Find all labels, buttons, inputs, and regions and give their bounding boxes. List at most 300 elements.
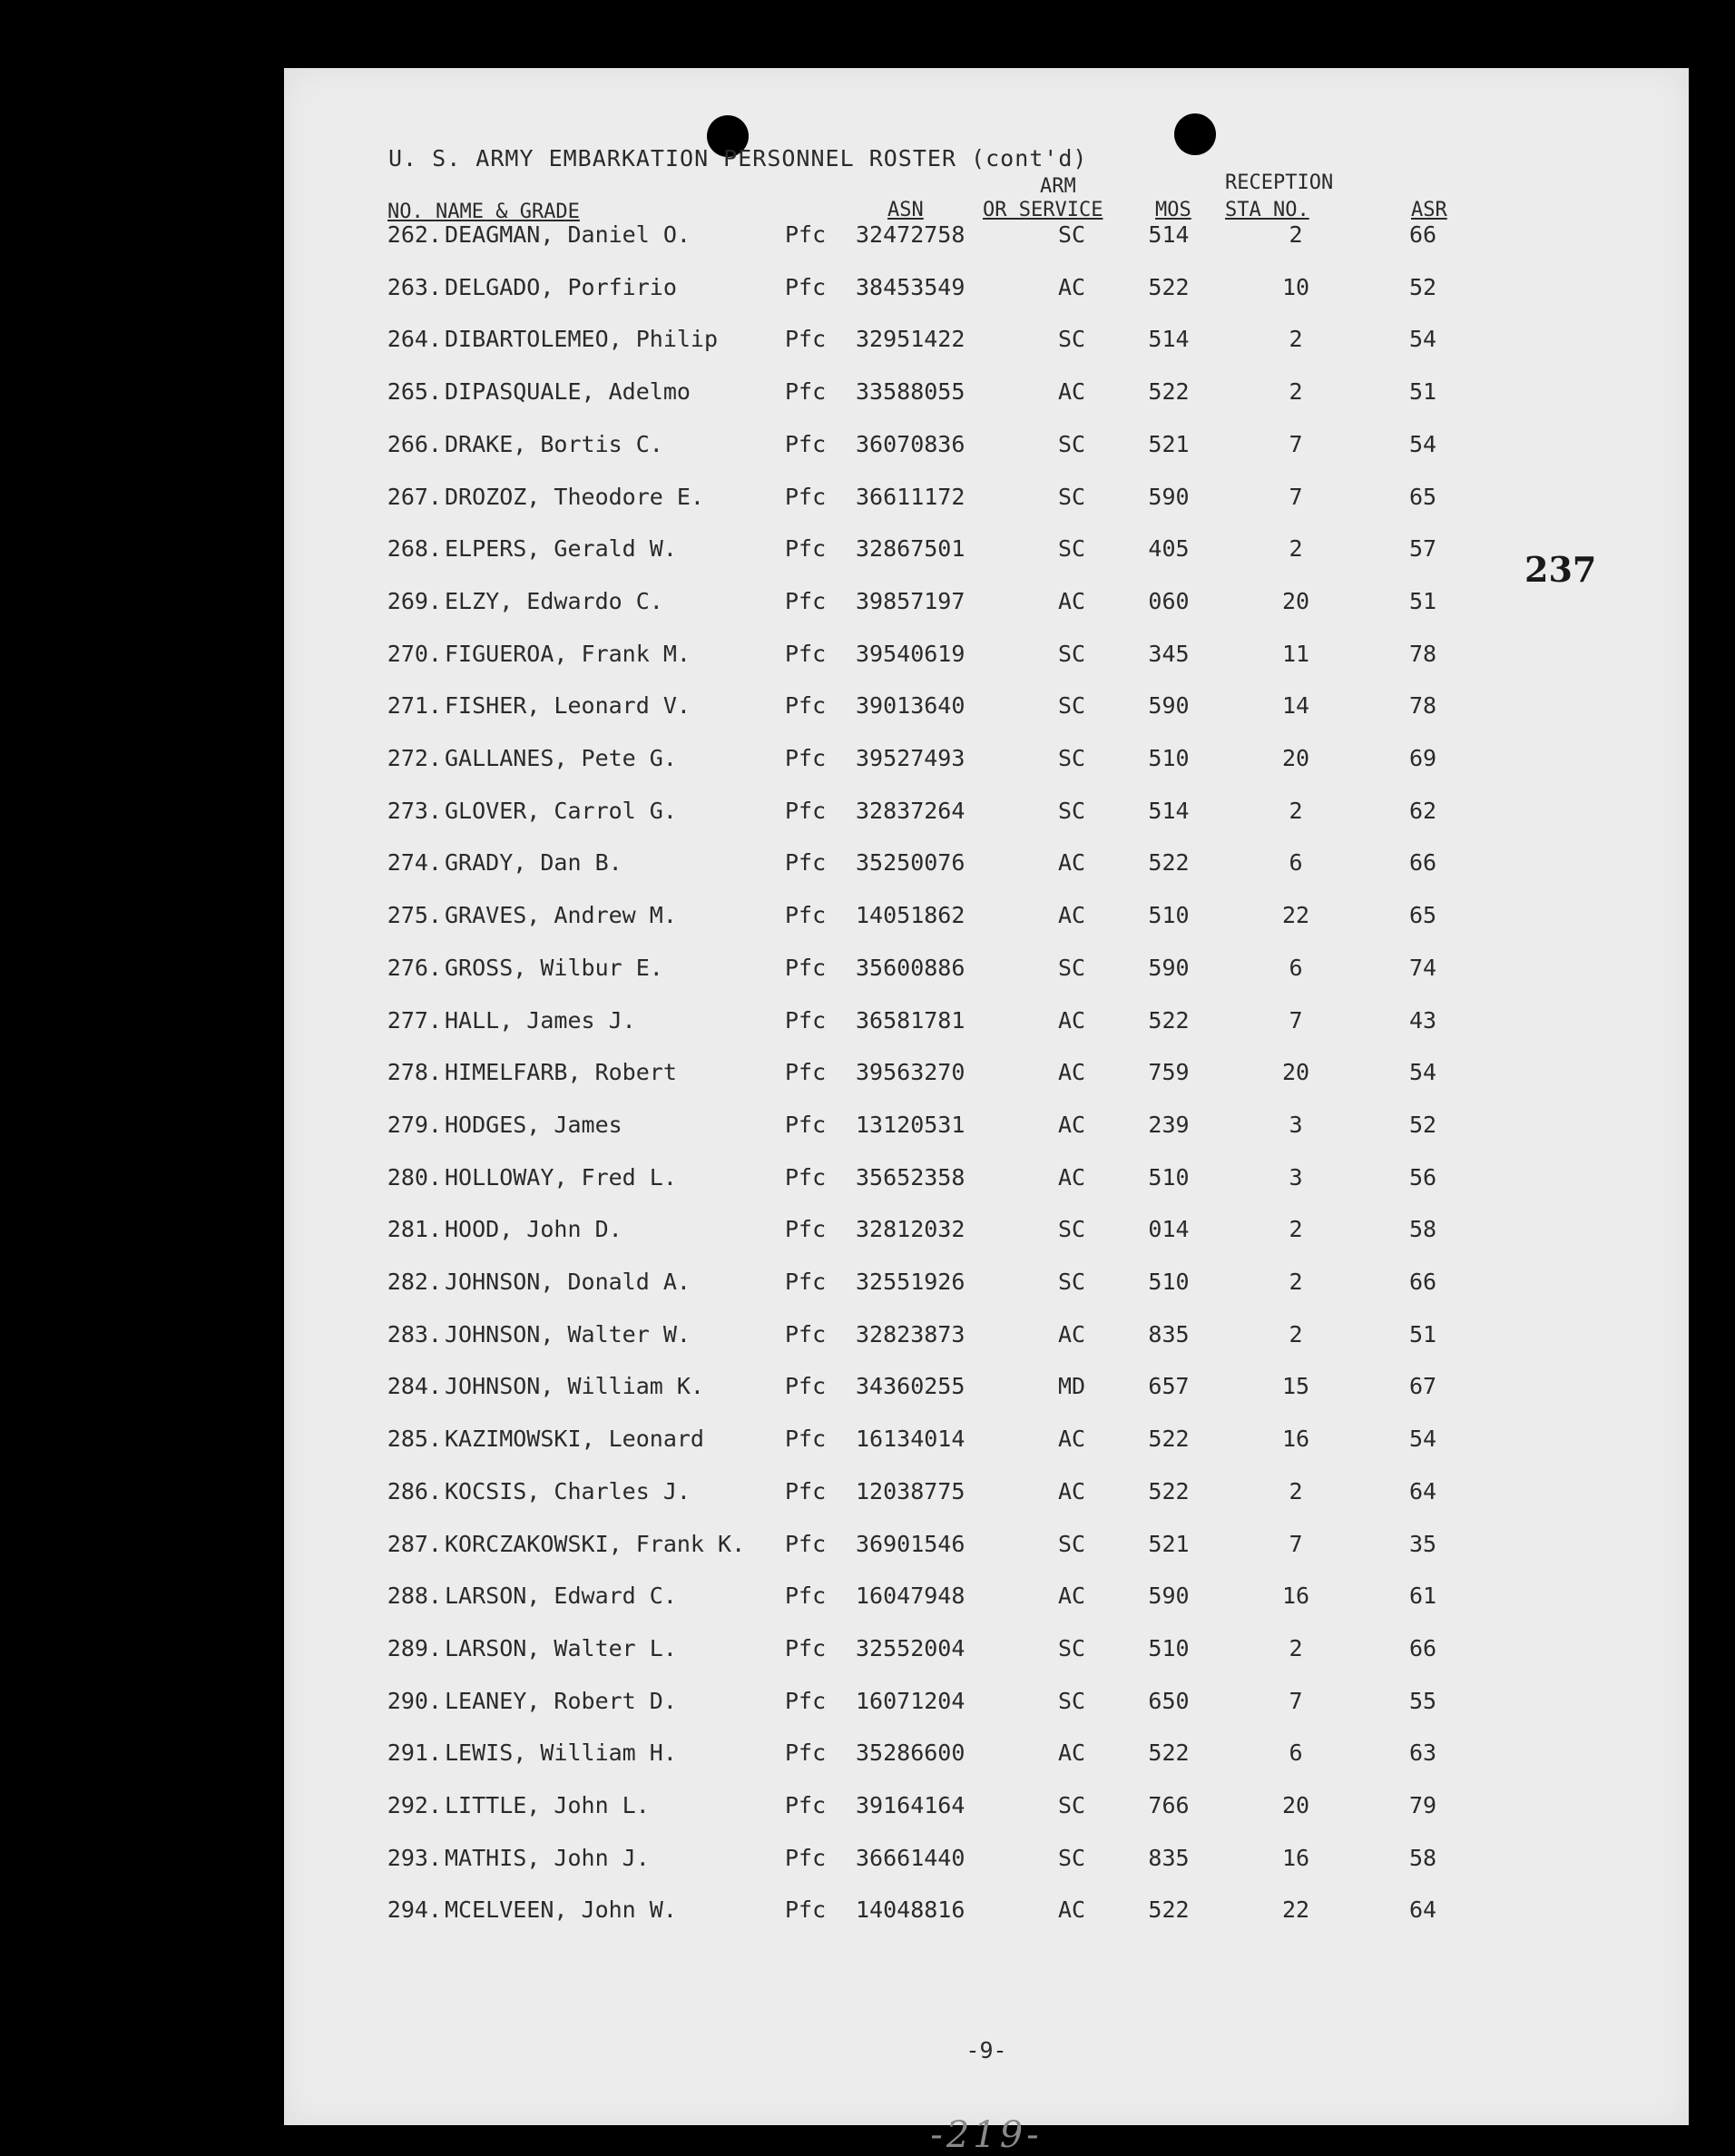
table-row [284, 1631, 1689, 1667]
row-asn: 38453549 [856, 273, 966, 300]
row-mos: 345 [1148, 640, 1190, 667]
table-row [284, 1160, 1689, 1196]
header-mos: MOS [1155, 199, 1191, 221]
row-mos: 522 [1148, 273, 1190, 300]
row-number: 285. [387, 1426, 442, 1453]
row-asr: 51 [1408, 1320, 1437, 1348]
row-asn: 13120531 [856, 1111, 966, 1138]
page-number: -9- [966, 2037, 1007, 2063]
row-mos: 835 [1148, 1320, 1190, 1348]
row-asr: 66 [1408, 1634, 1437, 1661]
row-asn: 32812032 [856, 1216, 966, 1243]
row-name: HIMELFARB, Robert [445, 1059, 677, 1086]
row-mos: 759 [1148, 1059, 1190, 1086]
row-number: 294. [387, 1896, 442, 1924]
row-mos: 521 [1148, 430, 1190, 457]
row-asr: 52 [1408, 273, 1437, 300]
row-mos: 514 [1148, 797, 1190, 824]
row-grade: Pfc [785, 1687, 827, 1714]
row-grade: Pfc [785, 1530, 827, 1557]
header-reception-bottom: STA NO. [1225, 199, 1309, 221]
row-asr: 67 [1408, 1373, 1437, 1400]
row-grade: Pfc [785, 1792, 827, 1818]
row-asn: 35600886 [856, 954, 966, 981]
row-reception-station: 6 [1289, 1740, 1303, 1767]
table-row [284, 583, 1689, 620]
row-mos: 014 [1148, 1216, 1190, 1243]
row-arm-service: SC [1057, 1530, 1086, 1557]
row-asr: 64 [1408, 1477, 1437, 1504]
punch-hole-right [1174, 113, 1216, 155]
row-asn: 39013640 [856, 692, 966, 720]
header-asn: ASN [887, 199, 924, 221]
row-number: 277. [387, 1006, 442, 1034]
row-asn: 16134014 [856, 1426, 966, 1453]
table-row [284, 1788, 1689, 1824]
row-asn: 32552004 [856, 1634, 966, 1661]
row-mos: 590 [1148, 692, 1190, 720]
roster-page [284, 68, 1689, 2156]
row-reception-station: 10 [1281, 273, 1310, 300]
row-asr: 51 [1408, 587, 1437, 614]
row-name: DRAKE, Bortis C. [445, 430, 663, 457]
row-number: 272. [387, 745, 442, 771]
row-arm-service: SC [1057, 692, 1086, 720]
table-row [284, 321, 1689, 358]
row-grade: Pfc [785, 640, 827, 667]
row-mos: 521 [1148, 1530, 1190, 1557]
table-row [284, 531, 1689, 567]
row-reception-station: 3 [1289, 1163, 1303, 1191]
row-asr: 58 [1408, 1844, 1437, 1871]
row-number: 270. [387, 640, 442, 667]
table-row [284, 1735, 1689, 1771]
row-number: 271. [387, 692, 442, 720]
row-number: 284. [387, 1373, 442, 1400]
row-number: 292. [387, 1792, 442, 1818]
row-reception-station: 20 [1281, 1792, 1310, 1818]
row-grade: Pfc [785, 326, 827, 353]
row-grade: Pfc [785, 273, 827, 300]
row-asr: 79 [1408, 1792, 1437, 1818]
row-mos: 657 [1148, 1373, 1190, 1400]
row-grade: Pfc [785, 430, 827, 457]
row-name: ELZY, Edwardo C. [445, 587, 663, 614]
row-asr: 74 [1408, 954, 1437, 981]
table-row [284, 740, 1689, 777]
row-arm-service: SC [1057, 745, 1086, 771]
row-arm-service: SC [1057, 326, 1086, 353]
row-name: KOCSIS, Charles J. [445, 1477, 691, 1504]
row-mos: 522 [1148, 378, 1190, 406]
row-arm-service: AC [1057, 1163, 1086, 1191]
row-asn: 14051862 [856, 902, 966, 929]
row-asr: 69 [1408, 745, 1437, 771]
row-grade: Pfc [785, 1740, 827, 1767]
row-mos: 522 [1148, 1477, 1190, 1504]
row-mos: 522 [1148, 1740, 1190, 1767]
row-arm-service: AC [1057, 1320, 1086, 1348]
row-reception-station: 7 [1289, 430, 1303, 457]
row-name: GALLANES, Pete G. [445, 745, 677, 771]
row-arm-service: SC [1057, 954, 1086, 981]
row-asn: 36901546 [856, 1530, 966, 1557]
row-arm-service: SC [1057, 1269, 1086, 1295]
row-reception-station: 3 [1289, 1111, 1303, 1138]
row-reception-station: 16 [1281, 1426, 1310, 1453]
row-arm-service: SC [1057, 1634, 1086, 1661]
row-reception-station: 15 [1281, 1373, 1310, 1400]
row-mos: 590 [1148, 954, 1190, 981]
row-asr: 55 [1408, 1687, 1437, 1714]
row-name: DROZOZ, Theodore E. [445, 483, 704, 510]
row-reception-station: 2 [1289, 1269, 1303, 1295]
row-asn: 32823873 [856, 1320, 966, 1348]
table-row [284, 688, 1689, 724]
row-reception-station: 16 [1281, 1844, 1310, 1871]
row-mos: 510 [1148, 1269, 1190, 1295]
row-grade: Pfc [785, 849, 827, 877]
document-title: U. S. ARMY EMBARKATION PERSONNEL ROSTER (cont'd) [388, 145, 1088, 172]
row-name: LARSON, Edward C. [445, 1583, 677, 1610]
row-grade: Pfc [785, 692, 827, 720]
row-asn: 16071204 [856, 1687, 966, 1714]
row-arm-service: AC [1057, 1740, 1086, 1767]
row-arm-service: AC [1057, 1477, 1086, 1504]
row-number: 267. [387, 483, 442, 510]
row-reception-station: 6 [1289, 849, 1303, 877]
row-grade: Pfc [785, 1583, 827, 1610]
row-asn: 36581781 [856, 1006, 966, 1034]
row-arm-service: AC [1057, 1426, 1086, 1453]
row-arm-service: SC [1057, 430, 1086, 457]
row-reception-station: 6 [1289, 954, 1303, 981]
row-number: 280. [387, 1163, 442, 1191]
row-reception-station: 7 [1289, 1530, 1303, 1557]
table-row [284, 1892, 1689, 1928]
row-name: KAZIMOWSKI, Leonard [445, 1426, 704, 1453]
row-arm-service: AC [1057, 1583, 1086, 1610]
row-reception-station: 20 [1281, 1059, 1310, 1086]
row-arm-service: AC [1057, 587, 1086, 614]
header-no-name-grade: NO. NAME & GRADE [387, 201, 580, 223]
row-name: GRAVES, Andrew M. [445, 902, 677, 929]
row-name: FISHER, Leonard V. [445, 692, 691, 720]
row-arm-service: MD [1057, 1373, 1086, 1400]
row-arm-service: AC [1057, 1111, 1086, 1138]
row-asn: 32472758 [856, 221, 966, 248]
row-asn: 12038775 [856, 1477, 966, 1504]
row-asr: 65 [1408, 902, 1437, 929]
table-row [284, 1526, 1689, 1563]
row-number: 268. [387, 535, 442, 563]
row-grade: Pfc [785, 902, 827, 929]
row-grade: Pfc [785, 1320, 827, 1348]
row-grade: Pfc [785, 221, 827, 248]
row-asn: 14048816 [856, 1896, 966, 1924]
row-asr: 65 [1408, 483, 1437, 510]
row-asn: 35652358 [856, 1163, 966, 1191]
header-arm-bottom: OR SERVICE [983, 199, 1103, 221]
row-asn: 39527493 [856, 745, 966, 771]
header-arm-top: ARM [1040, 175, 1076, 198]
row-reception-station: 2 [1289, 326, 1303, 353]
row-asr: 78 [1408, 692, 1437, 720]
row-asr: 58 [1408, 1216, 1437, 1243]
row-number: 266. [387, 430, 442, 457]
row-number: 265. [387, 378, 442, 406]
row-number: 276. [387, 954, 442, 981]
row-number: 289. [387, 1634, 442, 1661]
row-mos: 835 [1148, 1844, 1190, 1871]
row-asr: 43 [1408, 1006, 1437, 1034]
row-number: 291. [387, 1740, 442, 1767]
row-arm-service: AC [1057, 273, 1086, 300]
table-row [284, 1054, 1689, 1091]
row-mos: 239 [1148, 1111, 1190, 1138]
table-row [284, 1474, 1689, 1510]
row-number: 262. [387, 221, 442, 248]
row-name: JOHNSON, Walter W. [445, 1320, 691, 1348]
row-asn: 32867501 [856, 535, 966, 563]
row-number: 269. [387, 587, 442, 614]
row-mos: 510 [1148, 902, 1190, 929]
row-arm-service: SC [1057, 797, 1086, 824]
row-reception-station: 22 [1281, 1896, 1310, 1924]
table-row [284, 1107, 1689, 1143]
row-asr: 66 [1408, 221, 1437, 248]
row-reception-station: 22 [1281, 902, 1310, 929]
row-name: ELPERS, Gerald W. [445, 535, 677, 563]
row-mos: 060 [1148, 587, 1190, 614]
row-name: HODGES, James [445, 1111, 622, 1138]
row-mos: 510 [1148, 1163, 1190, 1191]
row-reception-station: 11 [1281, 640, 1310, 667]
row-reception-station: 2 [1289, 1634, 1303, 1661]
row-number: 281. [387, 1216, 442, 1243]
row-asn: 36070836 [856, 430, 966, 457]
table-row [284, 897, 1689, 934]
table-row [284, 1683, 1689, 1720]
row-reception-station: 7 [1289, 1687, 1303, 1714]
row-reception-station: 16 [1281, 1583, 1310, 1610]
row-asn: 39164164 [856, 1792, 966, 1818]
row-reception-station: 20 [1281, 587, 1310, 614]
row-asr: 54 [1408, 1059, 1437, 1086]
row-grade: Pfc [785, 1269, 827, 1295]
row-asn: 32551926 [856, 1269, 966, 1295]
row-name: LARSON, Walter L. [445, 1634, 677, 1661]
table-row [284, 1421, 1689, 1457]
row-arm-service: AC [1057, 902, 1086, 929]
row-mos: 590 [1148, 483, 1190, 510]
row-number: 279. [387, 1111, 442, 1138]
row-name: LEANEY, Robert D. [445, 1687, 677, 1714]
row-arm-service: SC [1057, 1216, 1086, 1243]
row-number: 288. [387, 1583, 442, 1610]
row-grade: Pfc [785, 745, 827, 771]
row-asn: 32951422 [856, 326, 966, 353]
row-asr: 61 [1408, 1583, 1437, 1610]
row-grade: Pfc [785, 797, 827, 824]
row-arm-service: AC [1057, 378, 1086, 406]
row-arm-service: SC [1057, 483, 1086, 510]
table-row [284, 426, 1689, 463]
row-asr: 54 [1408, 430, 1437, 457]
header-reception-top: RECEPTION [1225, 172, 1334, 194]
row-mos: 522 [1148, 849, 1190, 877]
table-row [284, 270, 1689, 306]
row-reception-station: 2 [1289, 221, 1303, 248]
row-arm-service: SC [1057, 1687, 1086, 1714]
row-reception-station: 2 [1289, 1320, 1303, 1348]
table-row [284, 217, 1689, 253]
row-arm-service: AC [1057, 1006, 1086, 1034]
row-name: DIPASQUALE, Adelmo [445, 378, 691, 406]
row-mos: 514 [1148, 221, 1190, 248]
table-row [284, 1578, 1689, 1614]
row-arm-service: AC [1057, 1059, 1086, 1086]
row-reception-station: 2 [1289, 797, 1303, 824]
row-asn: 33588055 [856, 378, 966, 406]
table-row [284, 1317, 1689, 1353]
row-asn: 39540619 [856, 640, 966, 667]
row-name: HALL, James J. [445, 1006, 636, 1034]
row-name: FIGUEROA, Frank M. [445, 640, 691, 667]
side-stamp-number: 237 [1524, 549, 1597, 590]
row-arm-service: AC [1057, 1896, 1086, 1924]
table-row [284, 1368, 1689, 1405]
row-asn: 36611172 [856, 483, 966, 510]
row-reception-station: 2 [1289, 1216, 1303, 1243]
row-mos: 510 [1148, 745, 1190, 771]
row-grade: Pfc [785, 1163, 827, 1191]
table-row [284, 1264, 1689, 1300]
row-number: 264. [387, 326, 442, 353]
row-name: LITTLE, John L. [445, 1792, 650, 1818]
row-name: MCELVEEN, John W. [445, 1896, 677, 1924]
row-grade: Pfc [785, 1006, 827, 1034]
row-reception-station: 2 [1289, 535, 1303, 563]
row-mos: 766 [1148, 1792, 1190, 1818]
row-reception-station: 14 [1281, 692, 1310, 720]
row-name: HOOD, John D. [445, 1216, 622, 1243]
row-asr: 35 [1408, 1530, 1437, 1557]
row-asn: 35286600 [856, 1740, 966, 1767]
row-number: 283. [387, 1320, 442, 1348]
row-grade: Pfc [785, 1426, 827, 1453]
row-asr: 56 [1408, 1163, 1437, 1191]
row-asr: 54 [1408, 326, 1437, 353]
table-row [284, 1003, 1689, 1039]
table-row [284, 1211, 1689, 1248]
row-asn: 39563270 [856, 1059, 966, 1086]
row-grade: Pfc [785, 1634, 827, 1661]
row-name: JOHNSON, Donald A. [445, 1269, 691, 1295]
row-asr: 64 [1408, 1896, 1437, 1924]
row-name: JOHNSON, William K. [445, 1373, 704, 1400]
row-mos: 650 [1148, 1687, 1190, 1714]
row-reception-station: 7 [1289, 1006, 1303, 1034]
row-number: 293. [387, 1844, 442, 1871]
row-grade: Pfc [785, 587, 827, 614]
row-grade: Pfc [785, 378, 827, 406]
row-grade: Pfc [785, 1477, 827, 1504]
table-row [284, 374, 1689, 410]
row-name: DEAGMAN, Daniel O. [445, 221, 691, 248]
row-asr: 78 [1408, 640, 1437, 667]
row-arm-service: SC [1057, 535, 1086, 563]
row-asn: 16047948 [856, 1583, 966, 1610]
table-row [284, 479, 1689, 515]
row-arm-service: SC [1057, 1844, 1086, 1871]
row-mos: 590 [1148, 1583, 1190, 1610]
row-reception-station: 2 [1289, 378, 1303, 406]
row-grade: Pfc [785, 1111, 827, 1138]
row-number: 274. [387, 849, 442, 877]
row-asr: 54 [1408, 1426, 1437, 1453]
row-mos: 510 [1148, 1634, 1190, 1661]
row-mos: 405 [1148, 535, 1190, 563]
row-asr: 62 [1408, 797, 1437, 824]
table-row [284, 793, 1689, 829]
row-name: MATHIS, John J. [445, 1844, 650, 1871]
row-arm-service: SC [1057, 221, 1086, 248]
row-number: 263. [387, 273, 442, 300]
table-row [284, 1840, 1689, 1877]
row-number: 287. [387, 1530, 442, 1557]
row-name: HOLLOWAY, Fred L. [445, 1163, 677, 1191]
row-mos: 522 [1148, 1426, 1190, 1453]
row-number: 290. [387, 1687, 442, 1714]
row-asn: 32837264 [856, 797, 966, 824]
row-arm-service: SC [1057, 640, 1086, 667]
row-reception-station: 7 [1289, 483, 1303, 510]
row-asn: 36661440 [856, 1844, 966, 1871]
row-grade: Pfc [785, 1896, 827, 1924]
row-name: DELGADO, Porfirio [445, 273, 677, 300]
row-grade: Pfc [785, 1059, 827, 1086]
row-arm-service: SC [1057, 1792, 1086, 1818]
row-asr: 63 [1408, 1740, 1437, 1767]
row-number: 278. [387, 1059, 442, 1086]
row-name: KORCZAKOWSKI, Frank K. [445, 1530, 746, 1557]
row-mos: 522 [1148, 1006, 1190, 1034]
row-arm-service: AC [1057, 849, 1086, 877]
header-asr: ASR [1411, 199, 1447, 221]
row-name: GRADY, Dan B. [445, 849, 622, 877]
table-row [284, 636, 1689, 672]
row-number: 275. [387, 902, 442, 929]
row-reception-station: 20 [1281, 745, 1310, 771]
row-grade: Pfc [785, 483, 827, 510]
row-grade: Pfc [785, 954, 827, 981]
row-grade: Pfc [785, 1844, 827, 1871]
row-number: 286. [387, 1477, 442, 1504]
handwritten-page-number: -219- [930, 2114, 1043, 2156]
row-name: GLOVER, Carrol G. [445, 797, 677, 824]
row-asr: 57 [1408, 535, 1437, 563]
table-row [284, 845, 1689, 881]
table-row [284, 950, 1689, 986]
row-reception-station: 2 [1289, 1477, 1303, 1504]
row-asr: 66 [1408, 849, 1437, 877]
row-name: DIBARTOLEMEO, Philip [445, 326, 719, 353]
row-asr: 51 [1408, 378, 1437, 406]
row-grade: Pfc [785, 535, 827, 563]
row-asr: 52 [1408, 1111, 1437, 1138]
row-asn: 39857197 [856, 587, 966, 614]
